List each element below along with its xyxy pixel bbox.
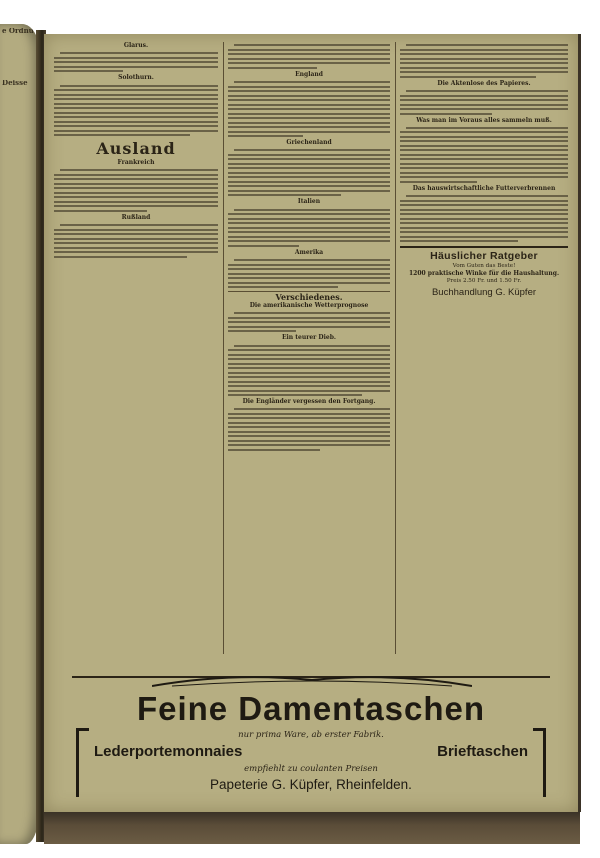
text-line <box>400 209 568 211</box>
text-line <box>228 49 390 51</box>
text-line <box>400 163 568 165</box>
text-line <box>228 444 390 446</box>
text-line <box>228 358 390 360</box>
ratgeber-line-3: Preis 2.50 Fr. und 1.50 Fr. <box>446 278 522 285</box>
ad-title: Feine Damentaschen <box>136 690 486 727</box>
text-line <box>228 135 303 137</box>
text-line <box>228 117 390 119</box>
text-line <box>400 49 568 51</box>
text-line <box>228 154 390 156</box>
text-line <box>234 209 390 211</box>
ratgeber-store: Buchhandlung G. Küpfer <box>431 287 537 299</box>
section-header-amerika: Amerika <box>294 248 324 256</box>
body-text-block <box>228 345 390 397</box>
text-line <box>228 381 390 383</box>
text-line <box>228 440 390 442</box>
adjacent-page-fragment: Deisse <box>2 80 28 86</box>
text-line <box>54 210 147 212</box>
adjacent-page <box>0 24 40 844</box>
text-line <box>54 251 218 253</box>
ornament-icon <box>152 674 472 688</box>
text-line <box>228 264 390 266</box>
text-line <box>400 71 568 73</box>
text-line <box>400 149 568 151</box>
sub-header-englaender: Die Engländer vergessen den Fortgang. <box>242 398 376 406</box>
text-line <box>228 190 390 192</box>
text-line <box>228 58 390 60</box>
text-line <box>228 349 390 351</box>
text-line <box>400 145 568 147</box>
text-line <box>400 108 568 110</box>
text-line <box>228 108 390 110</box>
column-rule <box>395 42 396 654</box>
text-line <box>228 158 390 160</box>
text-line <box>228 194 341 196</box>
text-line <box>228 181 390 183</box>
adjacent-page-fragment: e Ordnu <box>2 28 34 34</box>
text-line <box>54 201 218 203</box>
text-line <box>400 240 518 242</box>
sub-header-frankreich: Frankreich <box>117 159 155 167</box>
column-3 <box>400 42 568 654</box>
text-line <box>400 236 568 238</box>
text-line <box>54 205 218 207</box>
text-line <box>400 95 568 97</box>
ratgeber-title: Häuslicher Ratgeber <box>430 250 538 263</box>
text-line <box>400 167 568 169</box>
text-line <box>54 107 218 109</box>
text-line <box>400 176 568 178</box>
text-line <box>54 178 218 180</box>
text-line <box>228 330 296 332</box>
text-line <box>60 224 218 226</box>
text-line <box>400 104 568 106</box>
section-heading-ausland: Ausland <box>96 139 176 159</box>
text-line <box>234 259 390 261</box>
text-line <box>228 390 390 392</box>
section-heading-verschiedenes: Verschiedenes. <box>228 291 390 301</box>
body-text-block <box>228 408 390 451</box>
text-line <box>228 172 390 174</box>
body-text-block <box>54 52 218 72</box>
column-2 <box>228 42 390 654</box>
text-line <box>228 326 390 328</box>
text-line <box>228 53 390 55</box>
newspaper-page <box>44 34 581 812</box>
text-line <box>228 227 390 229</box>
text-line <box>60 169 218 171</box>
body-text-block <box>228 149 390 196</box>
text-line <box>228 394 362 396</box>
text-line <box>54 125 218 127</box>
text-line <box>400 131 568 133</box>
text-line <box>228 104 390 106</box>
sub-header-wetterprognose: Die amerikanische Wetterprognose <box>249 301 369 309</box>
body-text-block <box>54 85 218 137</box>
text-line <box>60 52 218 54</box>
body-text-block <box>400 44 568 78</box>
text-line <box>228 231 390 233</box>
text-line <box>228 99 390 101</box>
body-text-block <box>228 81 390 137</box>
text-line <box>228 67 317 69</box>
text-line <box>228 131 390 133</box>
text-line <box>228 286 338 288</box>
column-rule <box>223 42 224 654</box>
text-line <box>60 85 218 87</box>
text-line <box>228 376 390 378</box>
section-header-griechenland: Griechenland <box>286 139 332 147</box>
text-line <box>228 449 320 451</box>
text-line <box>400 99 568 101</box>
text-line <box>54 174 218 176</box>
text-line <box>228 62 390 64</box>
text-line <box>228 113 390 115</box>
text-line <box>54 121 218 123</box>
text-line <box>54 229 218 231</box>
text-line <box>400 227 568 229</box>
text-line <box>400 158 568 160</box>
text-line <box>400 181 477 183</box>
ad-item-portemonnaies: Lederportemonnaies <box>94 743 243 760</box>
text-line <box>54 94 218 96</box>
text-line <box>228 167 390 169</box>
text-line <box>400 136 568 138</box>
text-line <box>400 58 568 60</box>
text-line <box>228 245 299 247</box>
section-header-solothurn: Solothurn. <box>118 74 154 82</box>
ratgeber-advertisement <box>400 246 568 299</box>
text-line <box>228 321 390 323</box>
text-line <box>54 116 218 118</box>
section-header-papier: Die Aktenlose des Papieres. <box>437 79 531 87</box>
text-line <box>400 172 568 174</box>
section-header-italien: Italien <box>297 198 321 206</box>
text-line <box>228 163 390 165</box>
text-line <box>54 70 123 72</box>
text-line <box>400 53 568 55</box>
body-text-block <box>228 44 390 69</box>
text-line <box>406 90 568 92</box>
text-line <box>400 62 568 64</box>
text-line <box>54 61 218 63</box>
text-line <box>228 372 390 374</box>
text-line <box>234 312 390 314</box>
text-line <box>234 81 390 83</box>
text-line <box>228 277 390 279</box>
text-line <box>228 240 390 242</box>
body-text-block <box>228 312 390 332</box>
text-line <box>228 354 390 356</box>
text-line <box>400 213 568 215</box>
text-line <box>228 122 390 124</box>
text-line <box>228 90 390 92</box>
body-text-block <box>54 169 218 212</box>
text-line <box>400 154 568 156</box>
text-line <box>228 435 390 437</box>
text-line <box>228 426 390 428</box>
text-line <box>400 231 568 233</box>
damentaschen-advertisement <box>72 676 550 802</box>
text-line <box>228 317 390 319</box>
text-line <box>406 195 568 197</box>
ad-store: Papeterie G. Küpfer, Rheinfelden. <box>210 777 412 792</box>
text-line <box>228 213 390 215</box>
text-line <box>400 67 568 69</box>
page-bottom-edge <box>44 812 580 844</box>
text-line <box>228 417 390 419</box>
body-text-block <box>54 224 218 258</box>
text-line <box>228 422 390 424</box>
text-line <box>54 134 190 136</box>
text-line <box>228 273 390 275</box>
text-line <box>54 112 218 114</box>
text-line <box>54 192 218 194</box>
text-line <box>400 113 492 115</box>
ad-tagline: nur prima Ware, ab erster Fabrik. <box>238 730 384 740</box>
text-line <box>400 140 568 142</box>
section-header-glarus: Glarus. <box>123 42 149 49</box>
text-line <box>406 127 568 129</box>
text-line <box>234 149 390 151</box>
text-line <box>228 431 390 433</box>
text-line <box>228 126 390 128</box>
text-line <box>400 200 568 202</box>
text-line <box>228 95 390 97</box>
body-text-block <box>400 127 568 183</box>
text-line <box>234 408 390 410</box>
ratgeber-line-1: Vom Guten das Beste! <box>452 263 516 270</box>
text-line <box>54 103 218 105</box>
text-line <box>54 256 187 258</box>
text-line <box>54 238 218 240</box>
text-line <box>228 218 390 220</box>
sub-header-russland: Rußland <box>121 213 151 221</box>
text-line <box>406 44 568 46</box>
text-line <box>228 268 390 270</box>
text-line <box>54 196 218 198</box>
text-line <box>400 222 568 224</box>
text-line <box>228 176 390 178</box>
text-line <box>54 66 218 68</box>
text-line <box>54 130 218 132</box>
text-line <box>54 183 218 185</box>
section-header-england: England <box>295 70 323 78</box>
ad-subtitle: empfiehlt zu coulanten Preisen <box>244 764 378 774</box>
text-line <box>54 242 218 244</box>
text-line <box>228 413 390 415</box>
ratgeber-line-2: 1200 praktische Winke für die Haushaltung. <box>408 270 560 278</box>
text-line <box>228 282 390 284</box>
text-line <box>400 76 536 78</box>
text-line <box>54 57 218 59</box>
column-1 <box>54 42 218 654</box>
body-text-block <box>228 209 390 247</box>
text-line <box>228 363 390 365</box>
text-line <box>54 89 218 91</box>
text-line <box>228 185 390 187</box>
text-line <box>400 204 568 206</box>
text-line <box>400 218 568 220</box>
text-line <box>228 236 390 238</box>
text-line <box>54 233 218 235</box>
text-line <box>228 385 390 387</box>
text-line <box>228 222 390 224</box>
text-line <box>54 247 218 249</box>
text-line <box>228 86 390 88</box>
text-line <box>54 187 218 189</box>
body-text-block <box>400 90 568 115</box>
section-header-sammeln: Was man im Voraus alles sammeln muß. <box>416 116 552 124</box>
body-text-block <box>228 259 390 288</box>
text-line <box>228 367 390 369</box>
sub-header-teurer-dieb: Ein teurer Dieb. <box>281 334 337 342</box>
text-line <box>234 44 390 46</box>
text-line <box>54 98 218 100</box>
text-line <box>234 345 390 347</box>
body-text-block <box>400 195 568 242</box>
ad-item-brieftaschen: Brieftaschen <box>437 743 528 760</box>
section-header-futter: Das hauswirtschaftliche Futterverbrennen <box>412 184 556 192</box>
